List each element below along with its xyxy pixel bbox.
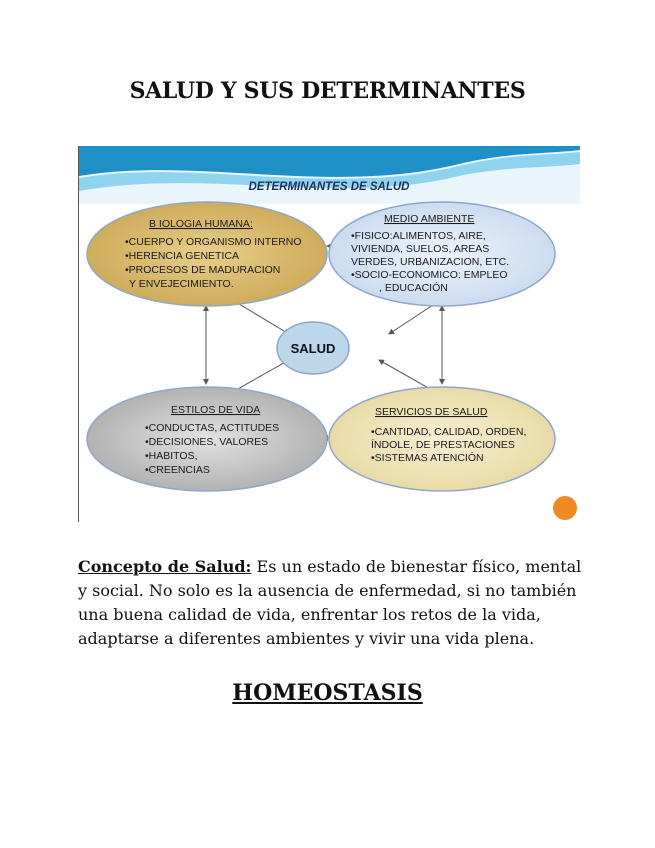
estilos-line-3: •HABITOS, [145,450,198,462]
salud-label: SALUD [290,341,336,356]
medio-line-4: •SOCIO-ECONOMICO: EMPLEO [351,269,508,281]
servicios-title: SERVICIOS DE SALUD [375,406,488,418]
diagram-svg [79,146,580,522]
servicios-line-1: •CANTIDAD, CALIDAD, ORDEN, [371,426,527,438]
biologia-title: B IOLOGIA HUMANA: [149,218,253,230]
medio-line-1: •FISICO:ALIMENTOS, AIRE, [351,230,486,242]
medio-line-3: VERDES, URBANIZACION, ETC. [351,256,510,268]
estilos-line-2: •DECISIONES, VALORES [145,436,269,448]
estilos-line-1: •CONDUCTAS, ACTITUDES [145,422,280,434]
servicios-line-2: ÍNDOLE, DE PRESTACIONES [371,439,515,451]
estilos-line-4: •CREENCIAS [145,464,210,476]
biologia-line-1: •CUERPO Y ORGANISMO INTERNO [125,236,302,248]
corner-accent [553,496,577,520]
biologia-line-3: •PROCESOS DE MADURACION [125,264,281,276]
section-heading: HOMEOSTASIS [232,680,423,706]
page-title: SALUD Y SUS DETERMINANTES [129,78,526,104]
medio-line-5: , EDUCACIÓN [379,282,448,294]
concept-paragraph [78,555,583,651]
servicios-line-3: •SISTEMAS ATENCIÓN [371,452,484,464]
diagram-header: DETERMINANTES DE SALUD [248,181,410,193]
biologia-line-2: •HERENCIA GENETICA [125,250,239,262]
concept-lead: Concepto de Salud: [78,557,252,576]
estilos-title: ESTILOS DE VIDA [171,404,261,416]
concept-body: Es un estado de bienestar físico, mental y social. No solo es la ausencia de enfermedad, si no también una buena calidad de vida, enfrentar los retos de la vida, adaptarse a diferentes ambientes y vivir una vida plena. [78,557,582,648]
medio-line-2: VIVIENDA, SUELOS, AREAS [351,243,490,255]
biologia-line-4: Y ENVEJECIMIENTO. [129,278,234,290]
medio-title: MEDIO AMBIENTE [384,213,475,225]
determinants-diagram [78,146,580,522]
